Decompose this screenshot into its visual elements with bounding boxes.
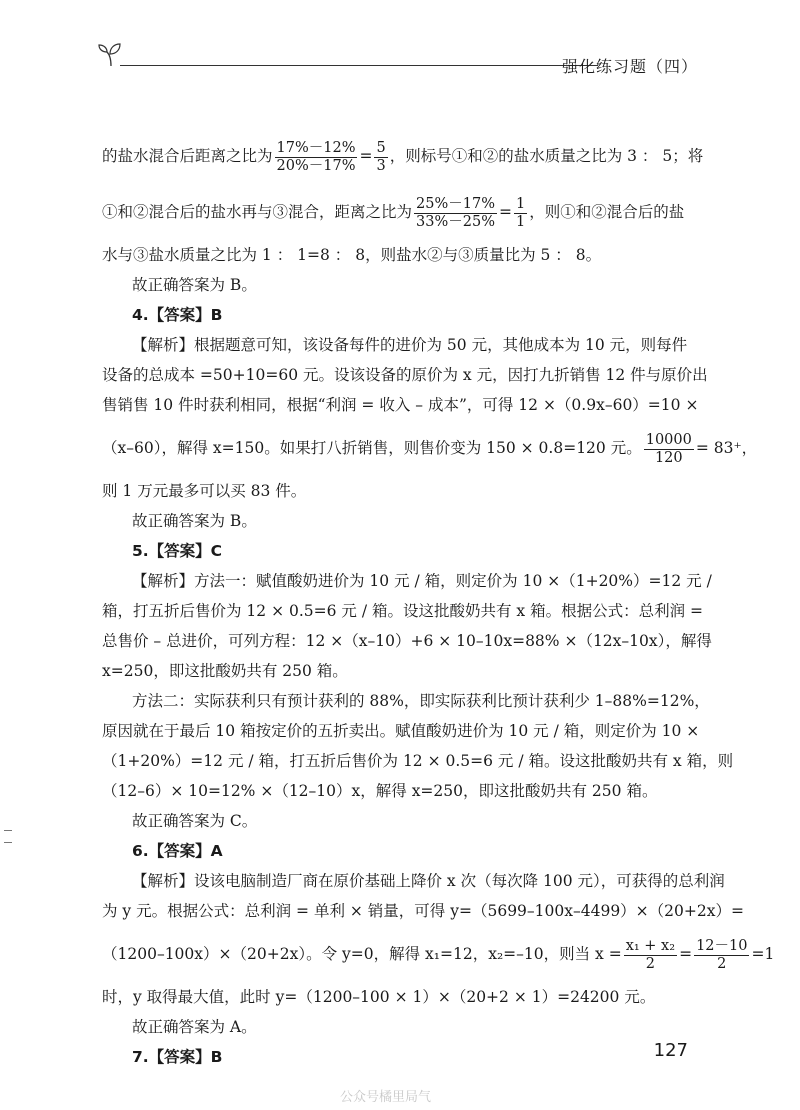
- text-line: 原因就在于最后 10 箱按定价的五折卖出。赋值酸奶进价为 10 元 / 箱，则定价为 10 ×: [102, 722, 700, 740]
- answer-conclusion: 故正确答案为 C。: [132, 812, 258, 830]
- page-body: [102, 128, 775, 1072]
- fraction: $\frac{10000}{120}$: [645, 431, 692, 466]
- page-number: 127: [653, 1040, 688, 1061]
- explanation-line: 【解析】设该电脑制造厂商在原价基础上降价 x 次（每次降 100 元），可获得的总利润: [132, 872, 725, 890]
- text-line: 则 1 万元最多可以买 83 件。: [102, 482, 307, 500]
- explanation-line: 【解析】根据题意可知，该设备每件的进价为 50 元，其他成本为 10 元，则每件: [132, 336, 688, 354]
- fraction: $\frac{\text{x₁ + x₂}}{2}$: [625, 937, 676, 972]
- text-line: 售销售 10 件时获利相同，根据“利润 = 收入 – 成本”，可得 12 ×（0.9x–60）=10 ×: [102, 396, 699, 414]
- running-header: [98, 40, 698, 80]
- text-line: 设备的总成本 =50+10=60 元。设该设备的原价为 x 元，因打九折销售 12 件与原价出: [102, 366, 708, 384]
- fraction: $\frac{25\%-17\%}{33\%-25\%}$: [416, 195, 495, 230]
- answer-heading: 5.【答案】C: [132, 542, 223, 560]
- answer-conclusion: 故正确答案为 B。: [132, 276, 257, 294]
- text-line: 方法二：实际获利只有预计获利的 88%，即实际获利比预计获利少 1–88%=12%，: [132, 692, 710, 710]
- text-line: 为 y 元。根据公式：总利润 = 单利 × 销量，可得 y=（5699–100x–4499）×（20+2x）=: [102, 902, 744, 920]
- answer-heading: 7.【答案】B: [132, 1048, 223, 1066]
- fraction: $\frac{17\%-12\%}{20\%-17\%}$: [276, 139, 356, 174]
- watermark: 公众号橘里局气: [340, 1090, 432, 1105]
- answer-conclusion: 故正确答案为 B。: [132, 512, 257, 530]
- explanation-line: 【解析】方法一：赋值酸奶进价为 10 元 / 箱，则定价为 10 ×（1+20%）=12 元 /: [132, 572, 712, 590]
- answer-conclusion: 故正确答案为 A。: [132, 1018, 257, 1036]
- text-line: 箱，打五折后售价为 12 × 0.5=6 元 / 箱。设这批酸奶共有 x 箱。根据公式：总利润 =: [102, 602, 704, 620]
- text-line: 时，y 取得最大值，此时 y=（1200–100 × 1）×（20+2 × 1）=24200 元。: [102, 988, 656, 1006]
- text-line: 的盐水混合后距离之比为 $\frac{17\%-12\%}{20\%-17\%}$ = $\frac{5}{3}$ ，则标号①和②的盐水质量之比为 3 ： 5；将: [102, 139, 704, 174]
- header-rule: [120, 65, 598, 66]
- fraction: $\frac{12-10}{2}$: [696, 937, 748, 972]
- fraction: $\frac{1}{1}$: [515, 195, 526, 230]
- answer-heading: 4.【答案】B: [132, 306, 223, 324]
- text-line: x=250，即这批酸奶共有 250 箱。: [102, 662, 348, 680]
- margin-mark: [4, 830, 12, 831]
- text-line: （12–6）× 10=12% ×（12–10）x，解得 x=250，即这批酸奶共有 250 箱。: [102, 782, 658, 800]
- text-line: （x–60），解得 x=150。如果打八折销售，则售价变为 150 × 0.8=120 元。 $\frac{10000}{120}$ = 83⁺，: [102, 431, 758, 466]
- margin-mark: [4, 842, 12, 843]
- text-line: ①和②混合后的盐水再与③混合，距离之比为 $\frac{25\%-17\%}{33\%-25\%}$ = $\frac{1}{1}$ ，则①和②混合后的盐: [102, 195, 685, 230]
- answer-heading: 6.【答案】A: [132, 842, 223, 860]
- chapter-title: 强化练习题（四）: [561, 57, 698, 76]
- text-line: （1+20%）=12 元 / 箱，打五折后售价为 12 × 0.5=6 元 / 箱。设这批酸奶共有 x 箱，则: [102, 752, 734, 770]
- text-line: （1200–100x）×（20+2x）。令 y=0，解得 x₁=12，x₂=–10，则当 x = $\frac{\text{x₁ + x₂}}{2}$ = $\frac{12-10}{2}$ =1: [102, 937, 775, 972]
- text-line: 水与③盐水质量之比为 1 ： 1=8 ： 8，则盐水②与③质量比为 5 ： 8。: [102, 246, 602, 264]
- text-line: 总售价 – 总进价，可列方程：12 ×（x–10）+6 × 10–10x=88% ×（12x–10x），解得: [102, 632, 712, 650]
- fraction: $\frac{5}{3}$: [376, 139, 386, 174]
